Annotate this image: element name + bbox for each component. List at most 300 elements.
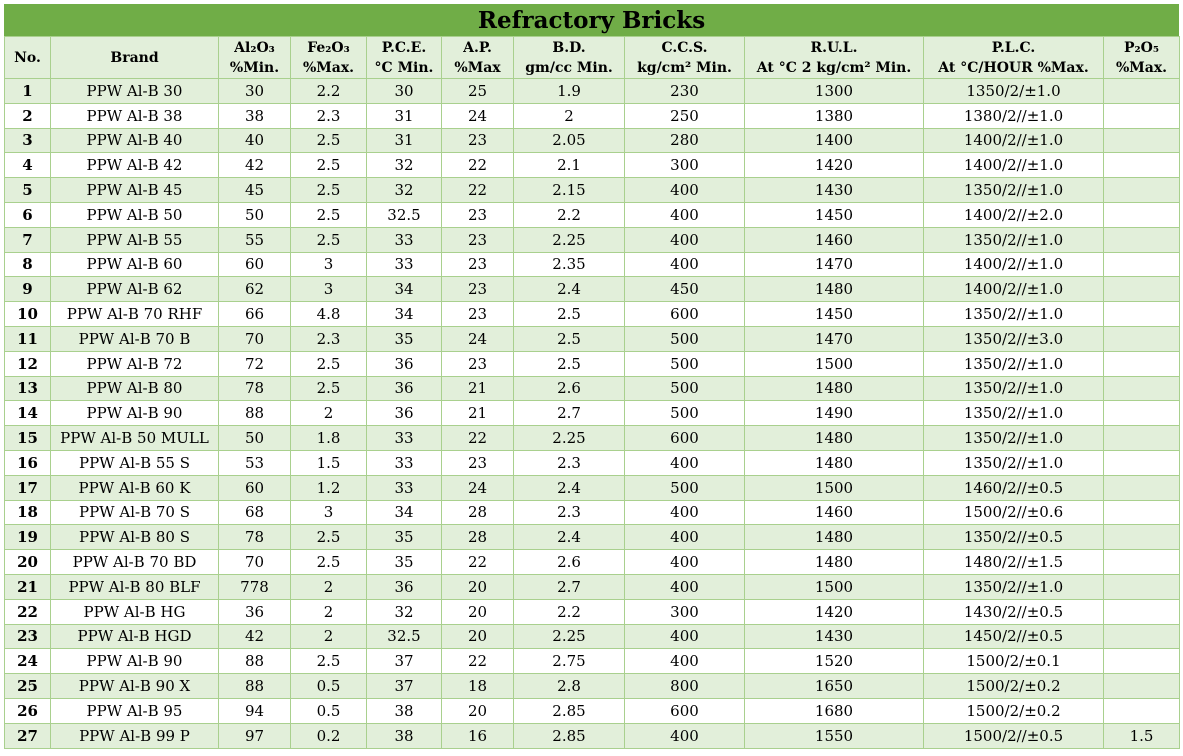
cell-al2o3: 72 — [219, 351, 291, 376]
cell-no: 12 — [5, 351, 51, 376]
cell-ccs: 400 — [625, 574, 745, 599]
cell-p2o5 — [1104, 326, 1180, 351]
table-row — [5, 550, 1180, 575]
cell-pce: 35 — [367, 326, 442, 351]
cell-no: 23 — [5, 624, 51, 649]
cell-rul: 1480 — [745, 376, 924, 401]
cell-ap: 23 — [442, 277, 514, 302]
cell-ap: 20 — [442, 698, 514, 723]
table-row — [5, 103, 1180, 128]
cell-ap: 28 — [442, 500, 514, 525]
cell-p2o5 — [1104, 202, 1180, 227]
cell-brand: PPW Al-B 45 — [51, 178, 219, 203]
cell-bd: 2.7 — [514, 574, 625, 599]
header-ap-line1: A.P. — [463, 39, 492, 56]
cell-no: 18 — [5, 500, 51, 525]
cell-ccs: 400 — [625, 500, 745, 525]
cell-al2o3: 88 — [219, 401, 291, 426]
cell-plc: 1460/2//±0.5 — [924, 475, 1104, 500]
cell-al2o3: 45 — [219, 178, 291, 203]
cell-p2o5 — [1104, 500, 1180, 525]
cell-rul: 1460 — [745, 227, 924, 252]
cell-no: 9 — [5, 277, 51, 302]
table-row — [5, 376, 1180, 401]
cell-pce: 36 — [367, 376, 442, 401]
cell-ap: 22 — [442, 649, 514, 674]
cell-fe2o3: 2.5 — [291, 153, 367, 178]
cell-bd: 2.85 — [514, 723, 625, 748]
cell-ccs: 400 — [625, 550, 745, 575]
table-row — [5, 649, 1180, 674]
header-fe2o3-line1: Fe₂O₃ — [307, 39, 350, 56]
cell-p2o5 — [1104, 624, 1180, 649]
header-no-line1: No. — [14, 49, 41, 66]
cell-bd: 2.5 — [514, 302, 625, 327]
cell-fe2o3: 1.8 — [291, 426, 367, 451]
cell-al2o3: 68 — [219, 500, 291, 525]
cell-al2o3: 50 — [219, 202, 291, 227]
cell-al2o3: 66 — [219, 302, 291, 327]
cell-plc: 1400/2//±2.0 — [924, 202, 1104, 227]
table-row — [5, 475, 1180, 500]
cell-bd: 2.4 — [514, 277, 625, 302]
cell-brand: PPW Al-B 60 — [51, 252, 219, 277]
header-bd — [514, 37, 625, 79]
cell-bd: 2.6 — [514, 550, 625, 575]
cell-ap: 16 — [442, 723, 514, 748]
cell-ccs: 400 — [625, 252, 745, 277]
cell-rul: 1520 — [745, 649, 924, 674]
cell-ap: 22 — [442, 178, 514, 203]
table-row — [5, 574, 1180, 599]
cell-no: 26 — [5, 698, 51, 723]
cell-al2o3: 30 — [219, 79, 291, 104]
cell-plc: 1350/2//±1.0 — [924, 426, 1104, 451]
cell-fe2o3: 0.2 — [291, 723, 367, 748]
cell-plc: 1350/2//±1.0 — [924, 574, 1104, 599]
cell-bd: 2.7 — [514, 401, 625, 426]
cell-pce: 37 — [367, 674, 442, 699]
table-row — [5, 153, 1180, 178]
cell-p2o5 — [1104, 475, 1180, 500]
cell-bd: 2.5 — [514, 351, 625, 376]
table-row — [5, 723, 1180, 748]
cell-fe2o3: 3 — [291, 252, 367, 277]
cell-p2o5 — [1104, 450, 1180, 475]
cell-no: 15 — [5, 426, 51, 451]
cell-pce: 35 — [367, 525, 442, 550]
table-row — [5, 450, 1180, 475]
cell-p2o5 — [1104, 227, 1180, 252]
table-header-row — [5, 37, 1180, 79]
header-p2o5 — [1104, 37, 1180, 79]
cell-brand: PPW Al-B 38 — [51, 103, 219, 128]
cell-ap: 20 — [442, 599, 514, 624]
cell-al2o3: 40 — [219, 128, 291, 153]
cell-ccs: 450 — [625, 277, 745, 302]
header-ccs-line2: kg/cm² Min. — [637, 59, 732, 76]
cell-bd: 2.35 — [514, 252, 625, 277]
table-row — [5, 252, 1180, 277]
cell-bd: 2.25 — [514, 227, 625, 252]
cell-rul: 1650 — [745, 674, 924, 699]
cell-rul: 1480 — [745, 450, 924, 475]
cell-p2o5 — [1104, 351, 1180, 376]
cell-no: 11 — [5, 326, 51, 351]
cell-ap: 21 — [442, 401, 514, 426]
cell-plc: 1400/2//±1.0 — [924, 252, 1104, 277]
cell-rul: 1450 — [745, 202, 924, 227]
cell-bd: 2.4 — [514, 525, 625, 550]
table-row — [5, 674, 1180, 699]
cell-ap: 22 — [442, 426, 514, 451]
cell-fe2o3: 3 — [291, 277, 367, 302]
cell-rul: 1500 — [745, 574, 924, 599]
cell-pce: 31 — [367, 128, 442, 153]
cell-rul: 1490 — [745, 401, 924, 426]
cell-rul: 1550 — [745, 723, 924, 748]
cell-p2o5: 1.5 — [1104, 723, 1180, 748]
cell-bd: 2.2 — [514, 202, 625, 227]
cell-rul: 1480 — [745, 277, 924, 302]
header-al2o3-line2: %Min. — [229, 59, 280, 76]
cell-fe2o3: 2.2 — [291, 79, 367, 104]
cell-p2o5 — [1104, 649, 1180, 674]
header-rul-line1: R.U.L. — [810, 39, 858, 56]
cell-ap: 24 — [442, 103, 514, 128]
cell-fe2o3: 2.5 — [291, 128, 367, 153]
cell-bd: 2.85 — [514, 698, 625, 723]
cell-pce: 35 — [367, 550, 442, 575]
cell-plc: 1350/2//±1.0 — [924, 302, 1104, 327]
refractory-bricks-table — [4, 36, 1180, 749]
cell-no: 14 — [5, 401, 51, 426]
cell-ccs: 400 — [625, 723, 745, 748]
header-no — [5, 37, 51, 79]
cell-rul: 1480 — [745, 550, 924, 575]
cell-plc: 1450/2//±0.5 — [924, 624, 1104, 649]
cell-ap: 20 — [442, 574, 514, 599]
cell-al2o3: 88 — [219, 649, 291, 674]
header-pce — [367, 37, 442, 79]
cell-fe2o3: 4.8 — [291, 302, 367, 327]
cell-p2o5 — [1104, 698, 1180, 723]
cell-plc: 1380/2//±1.0 — [924, 103, 1104, 128]
cell-pce: 38 — [367, 723, 442, 748]
cell-brand: PPW Al-B 55 S — [51, 450, 219, 475]
cell-fe2o3: 0.5 — [291, 698, 367, 723]
cell-plc: 1350/2//±1.0 — [924, 351, 1104, 376]
cell-ccs: 400 — [625, 202, 745, 227]
cell-fe2o3: 2.5 — [291, 351, 367, 376]
cell-pce: 36 — [367, 574, 442, 599]
table-row — [5, 79, 1180, 104]
cell-no: 22 — [5, 599, 51, 624]
cell-ap: 23 — [442, 351, 514, 376]
cell-no: 1 — [5, 79, 51, 104]
cell-rul: 1420 — [745, 153, 924, 178]
cell-al2o3: 70 — [219, 326, 291, 351]
header-ccs-line1: C.C.S. — [661, 39, 708, 56]
cell-pce: 33 — [367, 252, 442, 277]
cell-al2o3: 62 — [219, 277, 291, 302]
cell-ccs: 400 — [625, 178, 745, 203]
cell-no: 6 — [5, 202, 51, 227]
cell-ccs: 250 — [625, 103, 745, 128]
cell-fe2o3: 0.5 — [291, 674, 367, 699]
header-bd-line1: B.D. — [552, 39, 586, 56]
cell-brand: PPW Al-B 80 BLF — [51, 574, 219, 599]
cell-plc: 1350/2//±1.0 — [924, 401, 1104, 426]
cell-plc: 1500/2/±0.2 — [924, 674, 1104, 699]
cell-ccs: 400 — [625, 450, 745, 475]
cell-al2o3: 60 — [219, 475, 291, 500]
cell-no: 10 — [5, 302, 51, 327]
cell-pce: 33 — [367, 426, 442, 451]
cell-fe2o3: 2 — [291, 401, 367, 426]
cell-ccs: 500 — [625, 376, 745, 401]
table-row — [5, 698, 1180, 723]
cell-ccs: 280 — [625, 128, 745, 153]
cell-brand: PPW Al-B 70 B — [51, 326, 219, 351]
cell-ccs: 600 — [625, 698, 745, 723]
cell-pce: 32 — [367, 178, 442, 203]
cell-rul: 1420 — [745, 599, 924, 624]
header-brand-line1: Brand — [110, 49, 159, 66]
cell-pce: 32 — [367, 153, 442, 178]
cell-bd: 2.1 — [514, 153, 625, 178]
table-row — [5, 202, 1180, 227]
cell-plc: 1500/2//±0.6 — [924, 500, 1104, 525]
cell-al2o3: 88 — [219, 674, 291, 699]
header-pce-line2: °C Min. — [374, 59, 434, 76]
cell-rul: 1300 — [745, 79, 924, 104]
cell-al2o3: 97 — [219, 723, 291, 748]
cell-ccs: 400 — [625, 649, 745, 674]
cell-p2o5 — [1104, 79, 1180, 104]
cell-brand: PPW Al-B 70 S — [51, 500, 219, 525]
cell-ccs: 600 — [625, 426, 745, 451]
cell-bd: 2.2 — [514, 599, 625, 624]
cell-p2o5 — [1104, 103, 1180, 128]
cell-p2o5 — [1104, 401, 1180, 426]
cell-al2o3: 38 — [219, 103, 291, 128]
cell-al2o3: 70 — [219, 550, 291, 575]
cell-al2o3: 78 — [219, 376, 291, 401]
cell-brand: PPW Al-B 50 MULL — [51, 426, 219, 451]
cell-p2o5 — [1104, 277, 1180, 302]
cell-brand: PPW Al-B 70 BD — [51, 550, 219, 575]
cell-ap: 21 — [442, 376, 514, 401]
cell-no: 16 — [5, 450, 51, 475]
cell-ccs: 800 — [625, 674, 745, 699]
header-brand — [51, 37, 219, 79]
table-row — [5, 302, 1180, 327]
header-ap-line2: %Max — [454, 59, 501, 76]
cell-bd: 2.75 — [514, 649, 625, 674]
table-row — [5, 277, 1180, 302]
cell-p2o5 — [1104, 525, 1180, 550]
cell-ccs: 230 — [625, 79, 745, 104]
cell-fe2o3: 2.3 — [291, 326, 367, 351]
cell-plc: 1480/2//±1.5 — [924, 550, 1104, 575]
cell-rul: 1470 — [745, 326, 924, 351]
header-plc — [924, 37, 1104, 79]
cell-pce: 34 — [367, 302, 442, 327]
cell-pce: 36 — [367, 351, 442, 376]
cell-no: 25 — [5, 674, 51, 699]
cell-ccs: 300 — [625, 599, 745, 624]
cell-rul: 1500 — [745, 475, 924, 500]
cell-brand: PPW Al-B 40 — [51, 128, 219, 153]
cell-ap: 23 — [442, 302, 514, 327]
cell-rul: 1680 — [745, 698, 924, 723]
cell-no: 17 — [5, 475, 51, 500]
cell-fe2o3: 2.5 — [291, 178, 367, 203]
table-row — [5, 624, 1180, 649]
cell-brand: PPW Al-B 90 — [51, 649, 219, 674]
cell-no: 2 — [5, 103, 51, 128]
table-row — [5, 599, 1180, 624]
cell-no: 5 — [5, 178, 51, 203]
cell-brand: PPW Al-B 55 — [51, 227, 219, 252]
table-body — [5, 79, 1180, 749]
cell-bd: 2.25 — [514, 426, 625, 451]
cell-ap: 20 — [442, 624, 514, 649]
cell-ccs: 600 — [625, 302, 745, 327]
cell-brand: PPW Al-B 62 — [51, 277, 219, 302]
table-row — [5, 227, 1180, 252]
cell-plc: 1350/2/±1.0 — [924, 79, 1104, 104]
cell-plc: 1350/2//±1.0 — [924, 227, 1104, 252]
table-row — [5, 500, 1180, 525]
cell-no: 7 — [5, 227, 51, 252]
cell-brand: PPW Al-B 60 K — [51, 475, 219, 500]
cell-al2o3: 53 — [219, 450, 291, 475]
cell-rul: 1450 — [745, 302, 924, 327]
cell-plc: 1350/2//±3.0 — [924, 326, 1104, 351]
header-al2o3-line1: Al₂O₃ — [234, 39, 275, 56]
header-p2o5-line2: %Max. — [1115, 59, 1168, 76]
cell-fe2o3: 1.5 — [291, 450, 367, 475]
header-ccs — [625, 37, 745, 79]
cell-brand: PPW Al-B 42 — [51, 153, 219, 178]
cell-plc: 1350/2//±0.5 — [924, 525, 1104, 550]
cell-al2o3: 42 — [219, 153, 291, 178]
cell-p2o5 — [1104, 599, 1180, 624]
cell-pce: 33 — [367, 450, 442, 475]
cell-ccs: 400 — [625, 525, 745, 550]
cell-ap: 23 — [442, 227, 514, 252]
cell-bd: 2.3 — [514, 500, 625, 525]
cell-brand: PPW Al-B 90 X — [51, 674, 219, 699]
cell-fe2o3: 2 — [291, 624, 367, 649]
cell-brand: PPW Al-B 99 P — [51, 723, 219, 748]
cell-ccs: 300 — [625, 153, 745, 178]
cell-fe2o3: 2.5 — [291, 525, 367, 550]
cell-pce: 33 — [367, 475, 442, 500]
cell-plc: 1400/2//±1.0 — [924, 153, 1104, 178]
cell-plc: 1350/2//±1.0 — [924, 450, 1104, 475]
cell-ap: 23 — [442, 450, 514, 475]
cell-plc: 1400/2//±1.0 — [924, 277, 1104, 302]
cell-p2o5 — [1104, 674, 1180, 699]
cell-fe2o3: 2.5 — [291, 376, 367, 401]
cell-p2o5 — [1104, 426, 1180, 451]
cell-rul: 1500 — [745, 351, 924, 376]
table-row — [5, 128, 1180, 153]
header-plc-line2: At °C/HOUR %Max. — [938, 59, 1089, 76]
cell-pce: 34 — [367, 277, 442, 302]
cell-brand: PPW Al-B 70 RHF — [51, 302, 219, 327]
cell-pce: 31 — [367, 103, 442, 128]
cell-no: 3 — [5, 128, 51, 153]
cell-pce: 32.5 — [367, 624, 442, 649]
cell-p2o5 — [1104, 302, 1180, 327]
table-row — [5, 178, 1180, 203]
cell-brand: PPW Al-B 50 — [51, 202, 219, 227]
table-row — [5, 426, 1180, 451]
cell-fe2o3: 2 — [291, 574, 367, 599]
table-title: Refractory Bricks — [4, 4, 1179, 36]
cell-ap: 24 — [442, 475, 514, 500]
cell-rul: 1400 — [745, 128, 924, 153]
cell-rul: 1460 — [745, 500, 924, 525]
cell-no: 8 — [5, 252, 51, 277]
cell-bd: 2.4 — [514, 475, 625, 500]
cell-plc: 1430/2//±0.5 — [924, 599, 1104, 624]
cell-p2o5 — [1104, 574, 1180, 599]
cell-p2o5 — [1104, 252, 1180, 277]
cell-fe2o3: 2.5 — [291, 649, 367, 674]
cell-brand: PPW Al-B HG — [51, 599, 219, 624]
cell-fe2o3: 2.5 — [291, 550, 367, 575]
cell-al2o3: 94 — [219, 698, 291, 723]
cell-pce: 34 — [367, 500, 442, 525]
cell-pce: 30 — [367, 79, 442, 104]
header-plc-line1: P.L.C. — [991, 39, 1036, 56]
table-row — [5, 401, 1180, 426]
header-fe2o3-line2: %Max. — [302, 59, 355, 76]
cell-pce: 36 — [367, 401, 442, 426]
cell-ap: 23 — [442, 252, 514, 277]
cell-fe2o3: 2 — [291, 599, 367, 624]
cell-plc: 1400/2//±1.0 — [924, 128, 1104, 153]
header-rul-line2: At °C 2 kg/cm² Min. — [756, 59, 912, 76]
cell-p2o5 — [1104, 128, 1180, 153]
cell-rul: 1380 — [745, 103, 924, 128]
cell-ap: 22 — [442, 550, 514, 575]
cell-no: 19 — [5, 525, 51, 550]
cell-no: 4 — [5, 153, 51, 178]
cell-plc: 1500/2/±0.2 — [924, 698, 1104, 723]
cell-no: 21 — [5, 574, 51, 599]
cell-ap: 23 — [442, 128, 514, 153]
cell-rul: 1430 — [745, 624, 924, 649]
cell-plc: 1350/2//±1.0 — [924, 376, 1104, 401]
cell-brand: PPW Al-B HGD — [51, 624, 219, 649]
cell-bd: 2.6 — [514, 376, 625, 401]
cell-fe2o3: 1.2 — [291, 475, 367, 500]
cell-brand: PPW Al-B 80 S — [51, 525, 219, 550]
cell-plc: 1500/2/±0.1 — [924, 649, 1104, 674]
cell-al2o3: 42 — [219, 624, 291, 649]
refractory-bricks-sheet — [4, 4, 1179, 749]
cell-p2o5 — [1104, 178, 1180, 203]
cell-ap: 22 — [442, 153, 514, 178]
cell-ap: 28 — [442, 525, 514, 550]
cell-bd: 2.05 — [514, 128, 625, 153]
